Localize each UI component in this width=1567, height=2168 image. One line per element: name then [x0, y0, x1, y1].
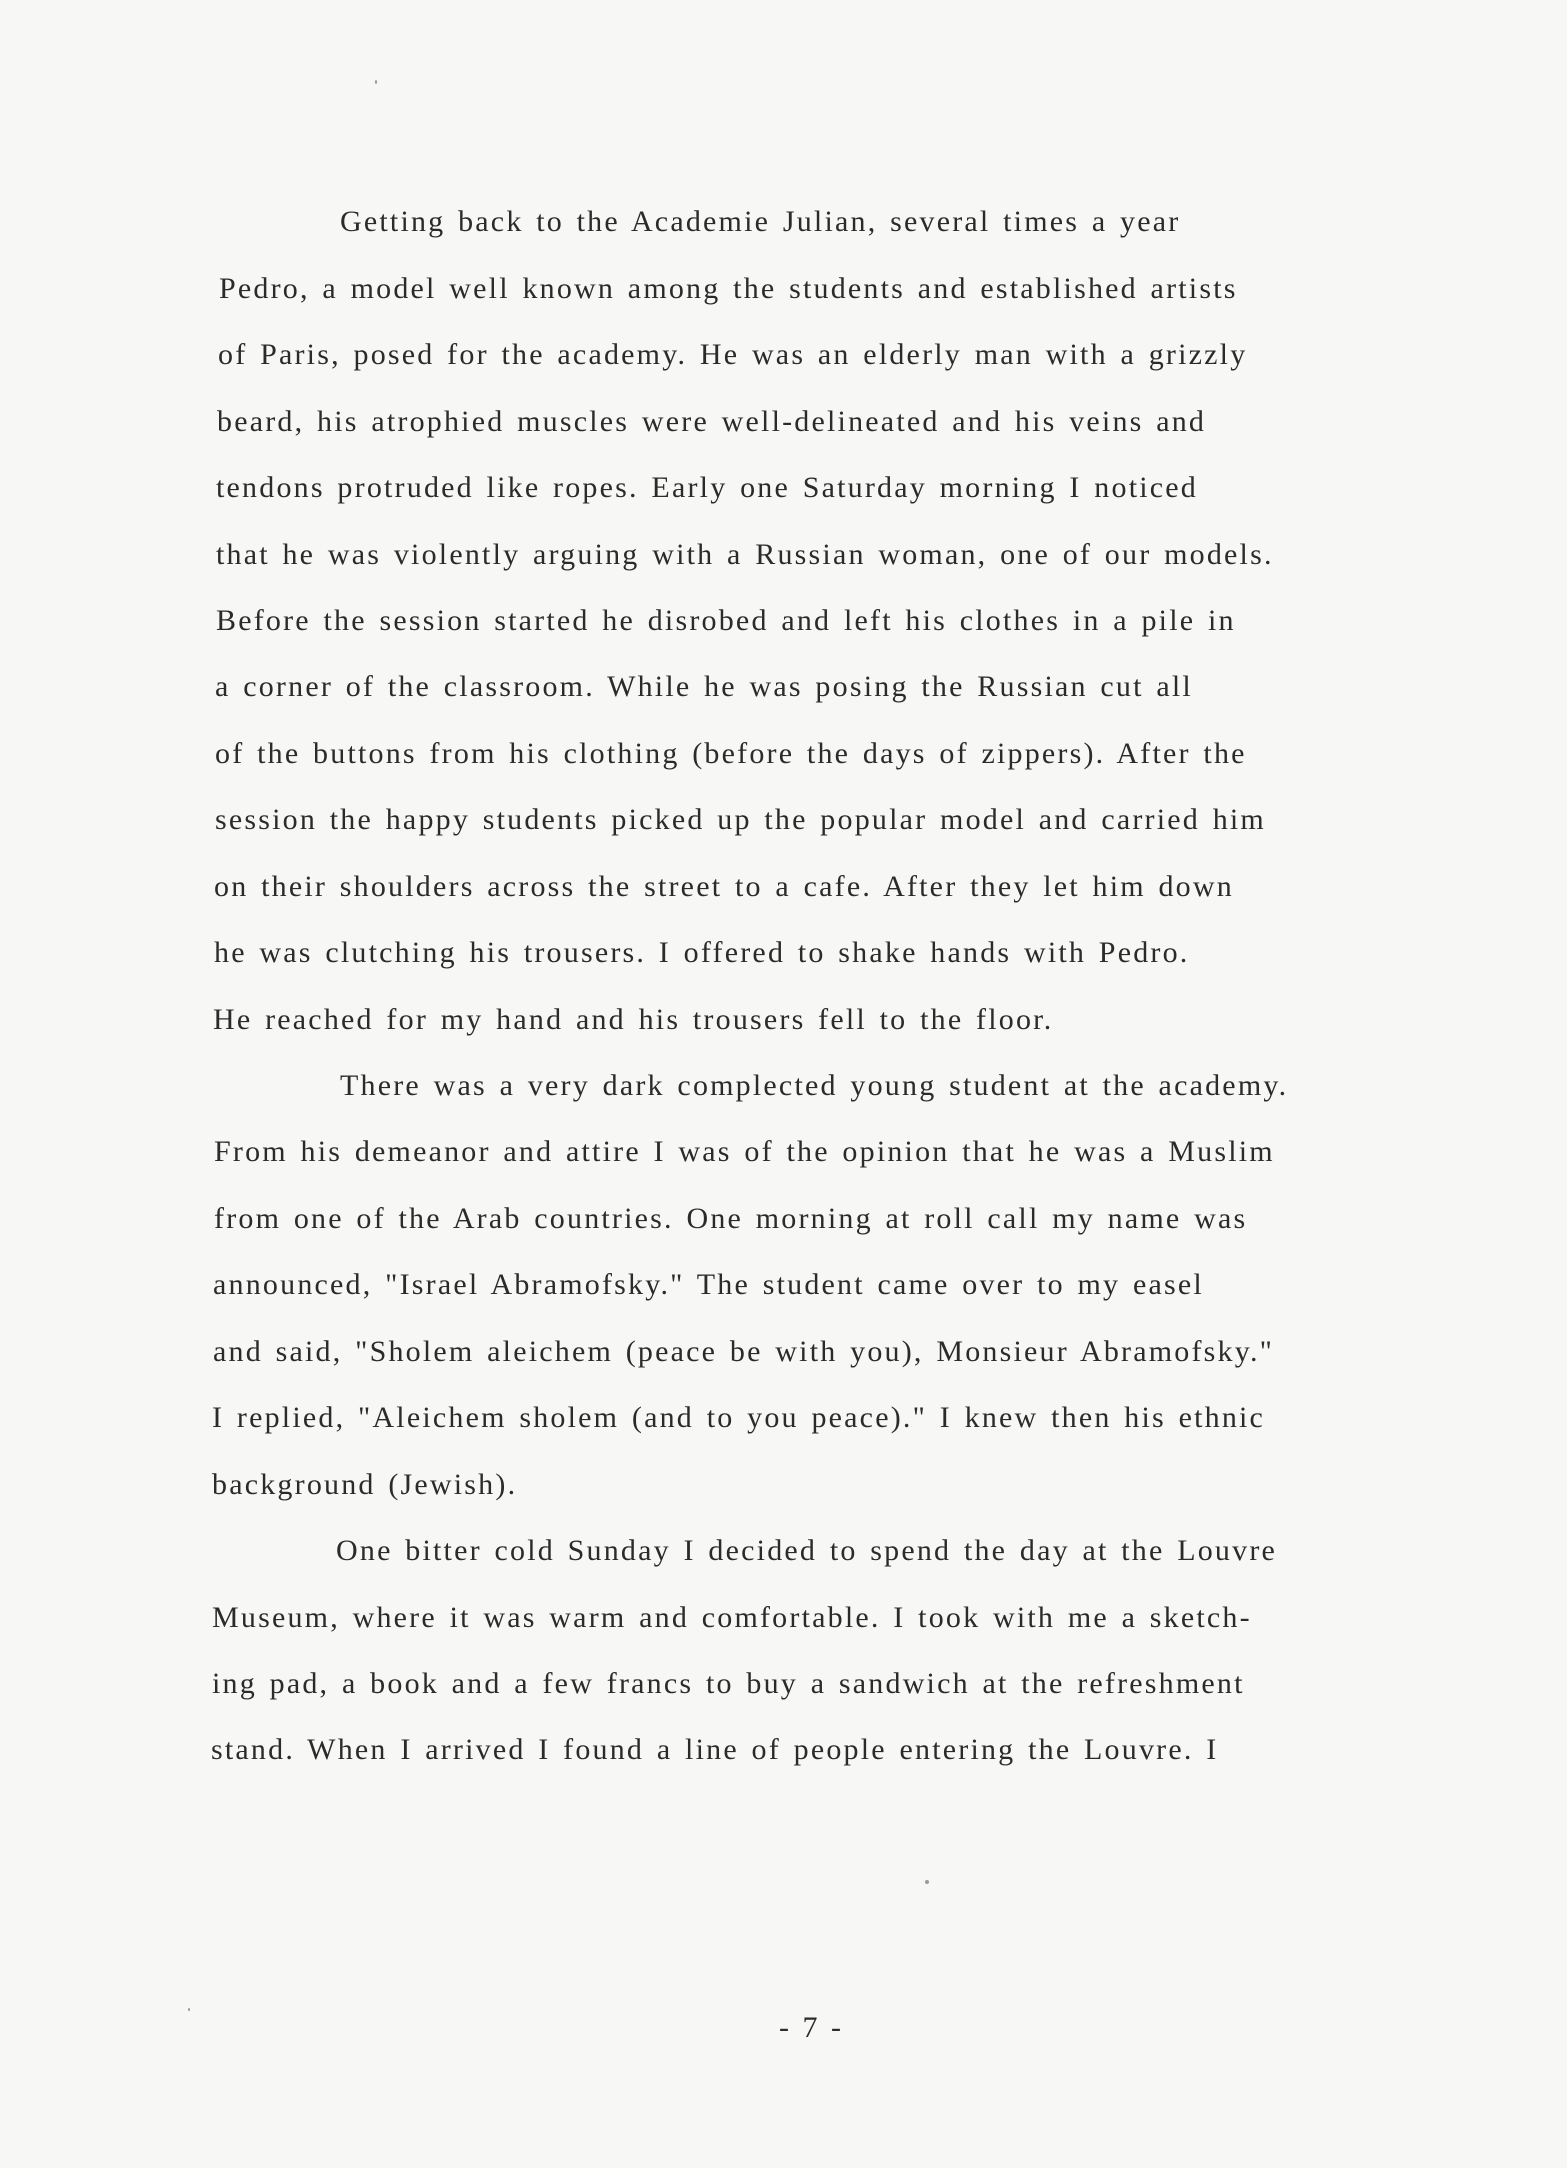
- text-line: from one of the Arab countries. One morning at roll call my name was: [214, 1202, 1248, 1235]
- scan-speck: [375, 80, 377, 84]
- text-line: tendons protruded like ropes. Early one Saturday morning I noticed: [216, 471, 1198, 504]
- text-line: One bitter cold Sunday I decided to spend the day at the Louvre: [336, 1534, 1278, 1567]
- text-line: I replied, "Aleichem sholem (and to you peace)." I knew then his ethnic: [212, 1401, 1266, 1434]
- text-line: background (Jewish).: [212, 1468, 518, 1501]
- text-line: He reached for my hand and his trousers fell to the floor.: [213, 1003, 1054, 1036]
- text-line: Before the session started he disrobed and left his clothes in a pile in: [216, 604, 1236, 637]
- text-line: announced, "Israel Abramofsky." The student came over to my easel: [213, 1268, 1204, 1301]
- scan-speck: [925, 1880, 929, 1884]
- text-line: on their shoulders across the street to a cafe. After they let him down: [214, 870, 1234, 903]
- text-line: and said, "Sholem aleichem (peace be with you), Monsieur Abramofsky.": [213, 1335, 1275, 1368]
- text-line: he was clutching his trousers. I offered to shake hands with Pedro.: [214, 936, 1190, 969]
- text-line: Museum, where it was warm and comfortable. I took with me a sketch-: [212, 1601, 1252, 1634]
- text-line: of Paris, posed for the academy. He was an elderly man with a grizzly: [218, 338, 1248, 371]
- text-line: of the buttons from his clothing (before the days of zippers). After the: [215, 737, 1247, 770]
- text-line: a corner of the classroom. While he was posing the Russian cut all: [215, 670, 1193, 703]
- text-line: ing pad, a book and a few francs to buy a sandwich at the refreshment: [212, 1667, 1245, 1700]
- scan-speck: [188, 2008, 190, 2011]
- text-line: beard, his atrophied muscles were well-delineated and his veins and: [217, 405, 1207, 438]
- text-line: Pedro, a model well known among the students and established artists: [219, 272, 1238, 305]
- text-line: session the happy students picked up the popular model and carried him: [215, 803, 1266, 836]
- text-line: stand. When I arrived I found a line of people entering the Louvre. I: [211, 1733, 1219, 1766]
- text-line: that he was violently arguing with a Russian woman, one of our models.: [216, 538, 1274, 571]
- page-number: - 7 -: [779, 2011, 844, 2044]
- text-line: Getting back to the Academie Julian, several times a year: [340, 205, 1181, 238]
- text-line: From his demeanor and attire I was of the opinion that he was a Muslim: [214, 1135, 1275, 1168]
- text-line: There was a very dark complected young student at the academy.: [340, 1069, 1289, 1102]
